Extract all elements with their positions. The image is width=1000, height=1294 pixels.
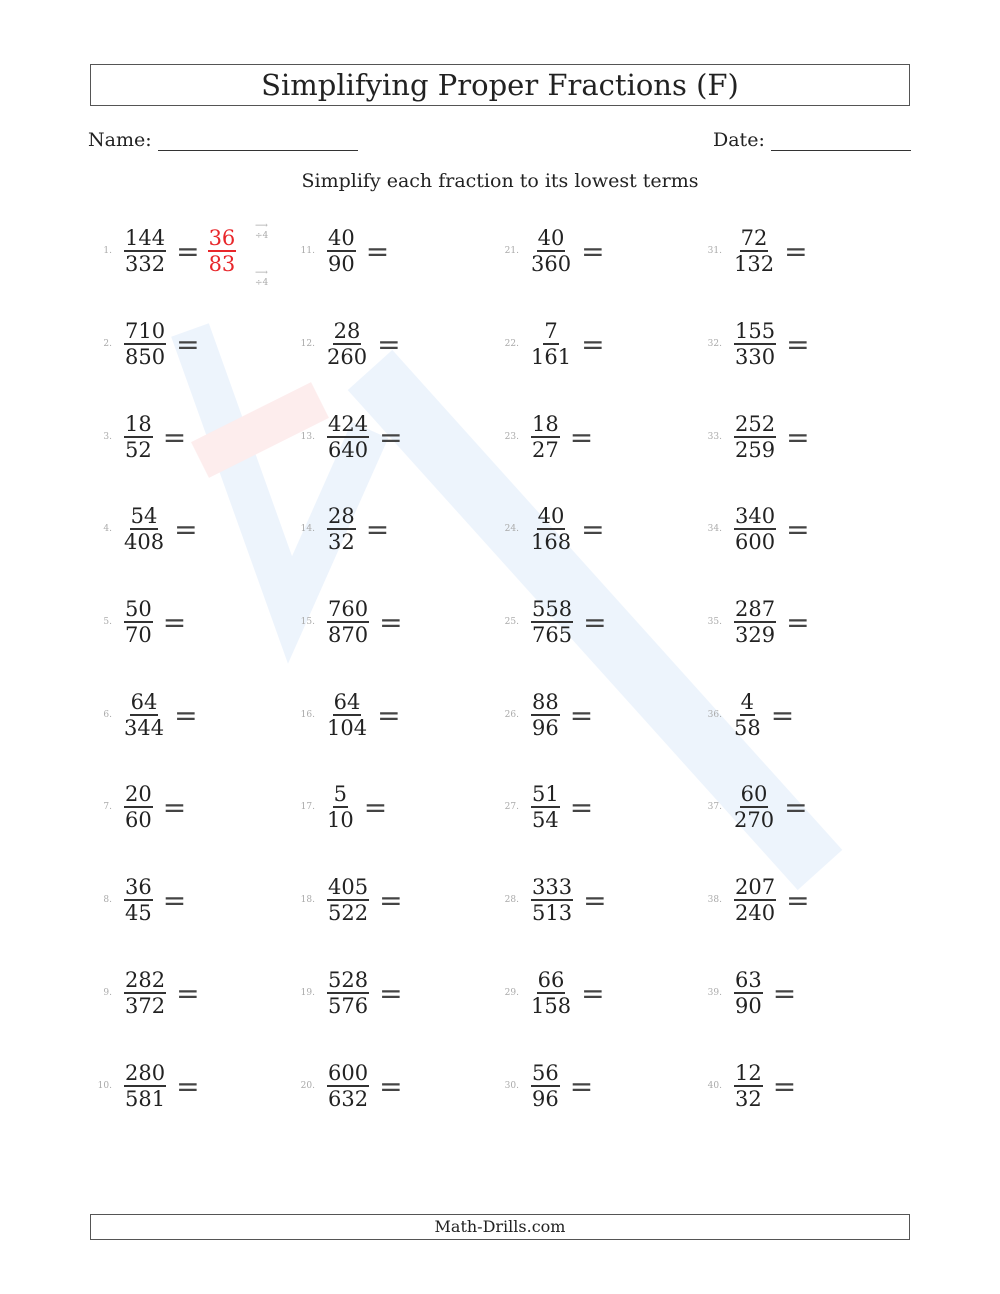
problem-25 xyxy=(497,592,607,652)
fraction xyxy=(734,968,763,1018)
problem-number: 31. xyxy=(707,246,722,256)
denominator: 54 xyxy=(532,808,559,832)
fraction xyxy=(124,782,153,832)
worksheet-title: Simplifying Proper Fractions (F) xyxy=(90,64,910,106)
denominator: 870 xyxy=(328,623,369,647)
denominator: 260 xyxy=(327,345,368,369)
numerator: 405 xyxy=(328,875,369,899)
numerator: 340 xyxy=(735,504,776,528)
fraction xyxy=(124,226,166,276)
problem-12 xyxy=(293,314,401,374)
equals-sign: = xyxy=(772,1069,797,1103)
denominator: 32 xyxy=(735,1087,762,1111)
numerator: 600 xyxy=(328,1061,369,1085)
fraction xyxy=(734,782,774,832)
denominator: 45 xyxy=(125,901,152,925)
problem-number: 13. xyxy=(300,432,315,442)
problem-number: 8. xyxy=(103,895,112,905)
fraction xyxy=(531,968,571,1018)
problem-number: 40. xyxy=(707,1081,722,1091)
numerator: 287 xyxy=(735,597,776,621)
equals-sign: = xyxy=(569,698,594,732)
problem-2 xyxy=(90,314,200,374)
answer-denominator: 83 xyxy=(208,252,236,276)
problem-15 xyxy=(293,592,403,652)
equals-sign: = xyxy=(786,883,810,917)
fraction xyxy=(531,504,571,554)
problem-number: 10. xyxy=(97,1081,112,1091)
equals-sign: = xyxy=(365,512,390,546)
name-field xyxy=(88,124,358,151)
equals-sign: = xyxy=(162,790,187,824)
fraction xyxy=(124,875,153,925)
problem-number: 36. xyxy=(707,710,722,720)
problem-29 xyxy=(497,963,605,1023)
equals-sign: = xyxy=(786,605,810,639)
problem-number: 33. xyxy=(707,432,722,442)
problem-number: 18. xyxy=(300,895,315,905)
fraction xyxy=(327,1061,369,1111)
fraction xyxy=(124,412,153,462)
equals-sign: = xyxy=(581,976,605,1010)
equals-sign: = xyxy=(569,1069,594,1103)
problem-9 xyxy=(90,963,200,1023)
denominator: 330 xyxy=(735,345,776,369)
problem-number: 16. xyxy=(300,710,315,720)
problem-33 xyxy=(700,407,810,467)
numerator: 12 xyxy=(735,1061,762,1085)
problem-number: 9. xyxy=(103,988,112,998)
problem-number: 24. xyxy=(504,524,519,534)
problem-number: 1. xyxy=(103,246,112,256)
problem-4 xyxy=(90,499,198,559)
equals-sign: = xyxy=(583,883,607,917)
fraction xyxy=(734,690,761,740)
fraction xyxy=(124,319,166,369)
equals-sign: = xyxy=(176,234,200,268)
numerator: 40 xyxy=(537,226,565,250)
problem-22 xyxy=(497,314,605,374)
numerator: 20 xyxy=(125,782,152,806)
problem-number: 39. xyxy=(707,988,722,998)
fraction xyxy=(531,226,571,276)
problem-16 xyxy=(293,685,401,745)
numerator: 51 xyxy=(532,782,559,806)
problem-13 xyxy=(293,407,403,467)
numerator: 252 xyxy=(735,412,776,436)
equals-sign: = xyxy=(365,234,390,268)
fraction xyxy=(327,597,369,647)
denominator: 104 xyxy=(327,716,368,740)
date-field xyxy=(713,124,911,151)
denominator: 90 xyxy=(328,252,355,276)
fraction xyxy=(327,690,367,740)
denominator: 96 xyxy=(532,716,559,740)
numerator: 54 xyxy=(130,504,158,528)
problem-11 xyxy=(293,221,389,281)
fraction xyxy=(734,875,776,925)
fraction xyxy=(734,504,776,554)
numerator: 66 xyxy=(537,968,565,992)
problem-number: 5. xyxy=(103,617,112,627)
problem-37 xyxy=(700,777,808,837)
equals-sign: = xyxy=(162,883,187,917)
numerator: 28 xyxy=(328,504,355,528)
problem-number: 14. xyxy=(300,524,315,534)
equals-sign: = xyxy=(174,698,198,732)
problem-number: 37. xyxy=(707,802,722,812)
numerator: 7 xyxy=(544,319,558,343)
problem-number: 15. xyxy=(300,617,315,627)
denominator: 765 xyxy=(532,623,573,647)
equals-sign: = xyxy=(363,790,388,824)
fraction xyxy=(734,226,774,276)
date-label: Date: xyxy=(713,129,765,151)
fraction xyxy=(531,875,573,925)
problem-number: 4. xyxy=(103,524,112,534)
denominator: 581 xyxy=(125,1087,166,1111)
numerator: 88 xyxy=(532,690,559,714)
fraction xyxy=(531,597,573,647)
equals-sign: = xyxy=(581,512,605,546)
problem-number: 20. xyxy=(300,1081,315,1091)
problem-7 xyxy=(90,777,186,837)
fraction xyxy=(531,1061,560,1111)
problem-number: 30. xyxy=(504,1081,519,1091)
denominator: 344 xyxy=(124,716,165,740)
denominator: 90 xyxy=(735,994,762,1018)
denominator: 240 xyxy=(735,901,776,925)
equals-sign: = xyxy=(162,605,187,639)
denominator: 372 xyxy=(125,994,166,1018)
problem-number: 35. xyxy=(707,617,722,627)
problem-20 xyxy=(293,1056,403,1116)
denominator: 329 xyxy=(735,623,776,647)
equals-sign: = xyxy=(569,790,594,824)
divide-hint-top: ⟶ ÷4 xyxy=(255,221,269,241)
numerator: 18 xyxy=(125,412,152,436)
answer-numerator: 36 xyxy=(208,226,236,250)
denominator: 850 xyxy=(125,345,166,369)
fraction xyxy=(531,782,560,832)
denominator: 513 xyxy=(532,901,573,925)
fraction xyxy=(327,875,369,925)
fraction xyxy=(734,597,776,647)
numerator: 528 xyxy=(328,968,369,992)
fraction xyxy=(327,412,369,462)
problem-8 xyxy=(90,870,186,930)
fraction xyxy=(531,412,560,462)
denominator: 600 xyxy=(735,530,776,554)
numerator: 64 xyxy=(333,690,361,714)
equals-sign: = xyxy=(583,605,607,639)
problem-number: 29. xyxy=(504,988,519,998)
equals-sign: = xyxy=(176,1069,200,1103)
equals-sign: = xyxy=(786,420,810,454)
denominator: 60 xyxy=(125,808,152,832)
name-label: Name: xyxy=(88,129,152,151)
problem-number: 22. xyxy=(504,339,519,349)
problem-number: 12. xyxy=(300,339,315,349)
equals-sign: = xyxy=(377,327,401,361)
problem-32 xyxy=(700,314,810,374)
problem-14 xyxy=(293,499,389,559)
problem-number: 38. xyxy=(707,895,722,905)
equals-sign: = xyxy=(176,327,200,361)
numerator: 424 xyxy=(328,412,369,436)
name-line xyxy=(158,124,358,151)
equals-sign: = xyxy=(174,512,198,546)
fraction xyxy=(734,1061,763,1111)
numerator: 760 xyxy=(328,597,369,621)
equals-sign: = xyxy=(786,327,810,361)
date-line xyxy=(771,124,911,151)
numerator: 18 xyxy=(532,412,559,436)
denominator: 522 xyxy=(328,901,369,925)
problem-27 xyxy=(497,777,593,837)
fraction xyxy=(327,319,367,369)
fraction xyxy=(124,690,164,740)
numerator: 558 xyxy=(532,597,573,621)
problem-5 xyxy=(90,592,186,652)
numerator: 333 xyxy=(532,875,573,899)
denominator: 70 xyxy=(125,623,152,647)
problem-number: 23. xyxy=(504,432,519,442)
fraction xyxy=(124,504,164,554)
equals-sign: = xyxy=(379,420,403,454)
numerator: 64 xyxy=(130,690,158,714)
equals-sign: = xyxy=(176,976,200,1010)
denominator: 27 xyxy=(532,438,559,462)
problem-number: 19. xyxy=(300,988,315,998)
denominator: 58 xyxy=(734,716,761,740)
denominator: 32 xyxy=(328,530,355,554)
footer-site: Math-Drills.com xyxy=(90,1214,910,1240)
numerator: 28 xyxy=(333,319,361,343)
divide-hint-bottom: ⟶ ÷4 xyxy=(255,268,269,288)
problem-39 xyxy=(700,963,796,1023)
denominator: 408 xyxy=(124,530,165,554)
problem-31 xyxy=(700,221,808,281)
problem-number: 28. xyxy=(504,895,519,905)
fraction xyxy=(734,412,776,462)
problem-number: 17. xyxy=(300,802,315,812)
denominator: 259 xyxy=(735,438,776,462)
fraction xyxy=(734,319,776,369)
equals-sign: = xyxy=(786,512,810,546)
problem-40 xyxy=(700,1056,796,1116)
answer-fraction xyxy=(208,226,237,276)
problem-18 xyxy=(293,870,403,930)
denominator: 632 xyxy=(328,1087,369,1111)
problem-19 xyxy=(293,963,403,1023)
problem-number: 7. xyxy=(103,802,112,812)
instructions: Simplify each fraction to its lowest terms xyxy=(301,170,699,192)
equals-sign: = xyxy=(379,605,403,639)
equals-sign: = xyxy=(377,698,401,732)
equals-sign: = xyxy=(784,790,808,824)
problem-17 xyxy=(293,777,387,837)
denominator: 158 xyxy=(531,994,572,1018)
problem-number: 3. xyxy=(103,432,112,442)
numerator: 280 xyxy=(125,1061,166,1085)
fraction xyxy=(531,319,571,369)
denominator: 360 xyxy=(531,252,572,276)
denominator: 52 xyxy=(125,438,152,462)
numerator: 36 xyxy=(125,875,152,899)
fraction xyxy=(124,968,166,1018)
problem-10 xyxy=(90,1056,200,1116)
problem-number: 6. xyxy=(103,710,112,720)
fraction xyxy=(327,968,369,1018)
numerator: 63 xyxy=(735,968,762,992)
denominator: 168 xyxy=(531,530,572,554)
denominator: 640 xyxy=(328,438,369,462)
equals-sign: = xyxy=(581,327,605,361)
problem-30 xyxy=(497,1056,593,1116)
numerator: 144 xyxy=(125,226,166,250)
denominator: 270 xyxy=(734,808,775,832)
numerator: 60 xyxy=(740,782,768,806)
fraction xyxy=(531,690,560,740)
numerator: 40 xyxy=(537,504,565,528)
fraction xyxy=(124,1061,166,1111)
problem-number: 2. xyxy=(103,339,112,349)
denominator: 132 xyxy=(734,252,775,276)
equals-sign: = xyxy=(569,420,594,454)
problem-number: 26. xyxy=(504,710,519,720)
problem-6 xyxy=(90,685,198,745)
problem-35 xyxy=(700,592,810,652)
fraction xyxy=(327,226,356,276)
denominator: 332 xyxy=(125,252,166,276)
problem-number: 27. xyxy=(504,802,519,812)
fraction xyxy=(124,597,153,647)
denominator: 96 xyxy=(532,1087,559,1111)
fraction xyxy=(327,504,356,554)
problem-34 xyxy=(700,499,810,559)
problem-38 xyxy=(700,870,810,930)
numerator: 72 xyxy=(740,226,768,250)
equals-sign: = xyxy=(379,883,403,917)
denominator: 576 xyxy=(328,994,369,1018)
problem-number: 25. xyxy=(504,617,519,627)
problem-number: 11. xyxy=(300,246,315,256)
numerator: 155 xyxy=(735,319,776,343)
equals-sign: = xyxy=(379,1069,403,1103)
numerator: 710 xyxy=(125,319,166,343)
equals-sign: = xyxy=(379,976,403,1010)
problem-28 xyxy=(497,870,607,930)
numerator: 5 xyxy=(333,782,348,806)
problem-number: 34. xyxy=(707,524,722,534)
equals-sign: = xyxy=(770,698,795,732)
denominator: 10 xyxy=(327,808,354,832)
numerator: 56 xyxy=(532,1061,559,1085)
fraction xyxy=(327,782,354,832)
equals-sign: = xyxy=(772,976,797,1010)
problem-number: 21. xyxy=(504,246,519,256)
numerator: 40 xyxy=(328,226,355,250)
problem-21 xyxy=(497,221,605,281)
problem-1 xyxy=(90,221,269,288)
problem-23 xyxy=(497,407,593,467)
equals-sign: = xyxy=(162,420,187,454)
problem-number: 32. xyxy=(707,339,722,349)
equals-sign: = xyxy=(581,234,605,268)
equals-sign: = xyxy=(784,234,808,268)
problem-3 xyxy=(90,407,186,467)
problem-26 xyxy=(497,685,593,745)
problem-24 xyxy=(497,499,605,559)
numerator: 282 xyxy=(125,968,166,992)
problem-36 xyxy=(700,685,794,745)
numerator: 50 xyxy=(125,597,152,621)
denominator: 161 xyxy=(531,345,572,369)
numerator: 207 xyxy=(735,875,776,899)
numerator: 4 xyxy=(740,690,755,714)
